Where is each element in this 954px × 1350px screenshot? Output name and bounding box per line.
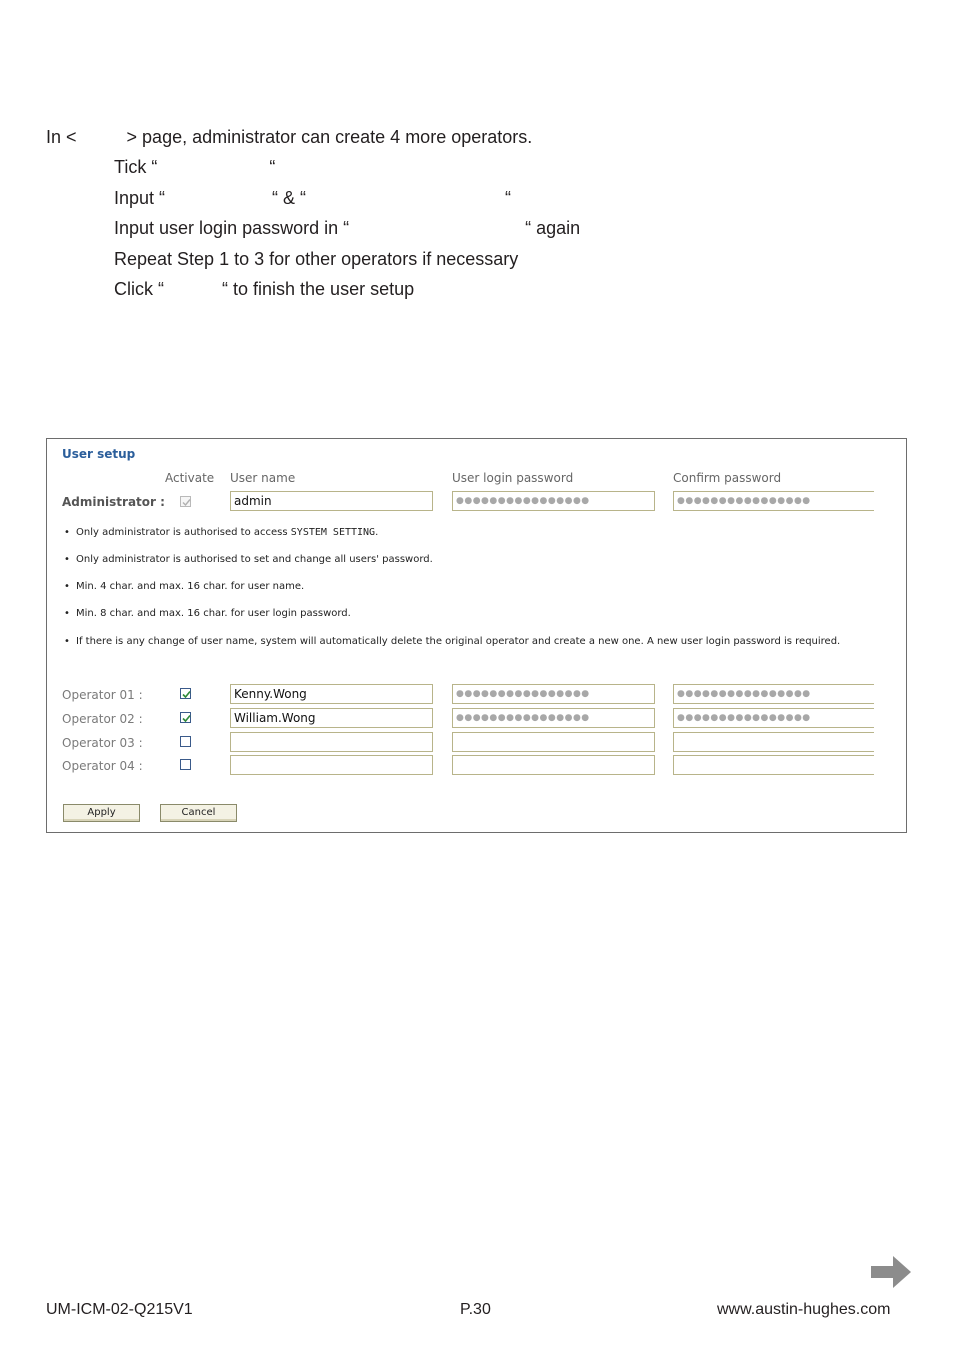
intro-line (46, 126, 532, 148)
administrator-label: Administrator : (62, 495, 165, 509)
operator-03-password-field[interactable] (452, 732, 655, 752)
note-bullet: • (64, 581, 70, 592)
step-3 (114, 217, 580, 239)
note-password-rights (64, 554, 433, 565)
operator-01-confirm-password-field[interactable]: ●●●●●●●●●●●●●●●● (673, 684, 874, 704)
checkmark-icon (181, 689, 192, 700)
note-bullet: • (64, 554, 70, 565)
operator-04-password-field[interactable] (452, 755, 655, 775)
operator-03-confirm-password-field[interactable] (673, 732, 874, 752)
operator-01-user-name-field[interactable]: Kenny.Wong (230, 684, 433, 704)
step2-mid: “ & “ (272, 188, 307, 208)
note-bullet: • (64, 608, 70, 619)
operator-04-activate-checkbox[interactable] (180, 759, 191, 770)
operator-03-label: Operator 03 : (62, 736, 143, 750)
operator-01-label: Operator 01 : (62, 688, 143, 702)
step3-prefix: Input user login password in “ (114, 218, 350, 238)
operator-02-password-field[interactable]: ●●●●●●●●●●●●●●●● (452, 708, 655, 728)
operator-02-confirm-password-field[interactable]: ●●●●●●●●●●●●●●●● (673, 708, 874, 728)
checkmark-icon (181, 497, 192, 508)
footer-website[interactable]: www.austin-hughes.com (717, 1301, 891, 1318)
step-2 (114, 187, 511, 209)
cancel-button[interactable]: Cancel (160, 804, 237, 822)
administrator-user-name-field[interactable]: admin (230, 491, 433, 511)
step3-suffix: “ again (525, 218, 581, 238)
operator-02-label: Operator 02 : (62, 712, 143, 726)
step-4: Repeat Step 1 to 3 for other operators if necessary (114, 249, 519, 269)
operator-02-activate-checkbox[interactable] (180, 712, 191, 723)
note-text: Min. 8 char. and max. 16 char. for user login password. (76, 608, 351, 619)
administrator-activate-checkbox (180, 496, 191, 507)
operator-02-user-name-field[interactable]: William.Wong (230, 708, 433, 728)
column-confirm-password: Confirm password (673, 471, 782, 485)
operator-03-user-name-field[interactable] (230, 732, 433, 752)
note-text: Min. 4 char. and max. 16 char. for user name. (76, 581, 305, 592)
apply-button[interactable]: Apply (63, 804, 140, 822)
operator-01-password-field[interactable]: ●●●●●●●●●●●●●●●● (452, 684, 655, 704)
note-tail: . (375, 527, 379, 538)
operator-04-label: Operator 04 : (62, 759, 143, 773)
footer-page-number: P.30 (460, 1301, 491, 1318)
note-emphasis: SYSTEM SETTING (290, 527, 376, 538)
note-bullet: • (64, 636, 70, 647)
note-user-name-change (64, 636, 840, 647)
step1-suffix: “ (269, 157, 276, 177)
footer-doc-code: UM-ICM-02-Q215V1 (46, 1301, 193, 1318)
right-arrow-icon[interactable] (860, 1236, 913, 1295)
note-text: If there is any change of user name, system will automatically delete the original operator and create a new one. A new user login password is required. (76, 636, 841, 647)
step5-prefix: Click “ (114, 279, 164, 299)
operator-04-user-name-field[interactable] (230, 755, 433, 775)
step-5 (114, 278, 414, 300)
user-setup-panel (46, 438, 907, 833)
note-system-setting (64, 527, 378, 538)
note-password-length (64, 608, 351, 619)
column-user-login-password: User login password (452, 471, 574, 485)
note-user-name-length (64, 581, 304, 592)
note-bullet: • (64, 527, 70, 538)
column-activate: Activate (165, 471, 215, 485)
checkmark-icon (181, 713, 192, 724)
intro-prefix: In < (46, 127, 77, 147)
step-1 (114, 156, 275, 178)
step1-prefix: Tick “ (114, 157, 158, 177)
note-text: Only administrator is authorised to set and change all users' password. (76, 554, 433, 565)
administrator-password-field[interactable]: ●●●●●●●●●●●●●●●● (452, 491, 655, 511)
intro-suffix: > page, administrator can create 4 more operators. (126, 127, 533, 147)
panel-title: User setup (62, 447, 136, 461)
step5-suffix: “ to finish the user setup (222, 279, 415, 299)
step2-suffix: “ (505, 188, 512, 208)
note-text: Only administrator is authorised to access (76, 527, 291, 538)
operator-01-activate-checkbox[interactable] (180, 688, 191, 699)
administrator-confirm-password-field[interactable]: ●●●●●●●●●●●●●●●● (673, 491, 874, 511)
operator-04-confirm-password-field[interactable] (673, 755, 874, 775)
operator-03-activate-checkbox[interactable] (180, 736, 191, 747)
column-user-name: User name (230, 471, 296, 485)
step2-prefix: Input “ (114, 188, 166, 208)
